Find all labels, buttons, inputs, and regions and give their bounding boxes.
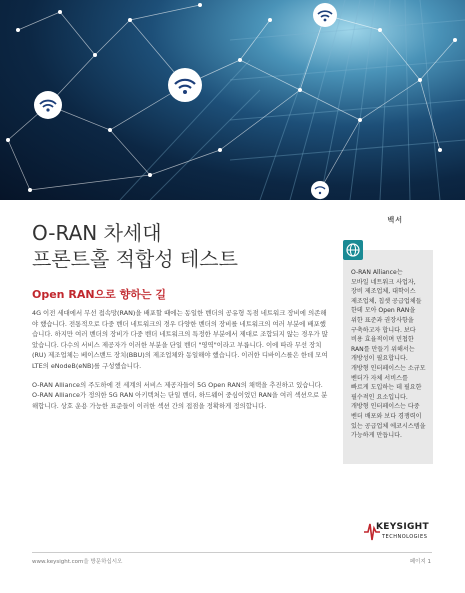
footer-url[interactable]: www.keysight.com을 방문하십시오: [32, 559, 123, 565]
footer-divider: [32, 552, 432, 553]
paragraph: 4G 이전 세대에서 무선 접속망(RAN)을 배포할 때에는 동일한 벤더의 공유형 독점 네트워크 장비에 의존해야 했습니다. 전통적으로 다중 벤더 네트워크의 경우 다양한 벤더의 장비를 네트워크의 여러 부분에 배포했습니다. 하지만 여러 벤더의 장비가 다중 벤더 네트워크의 특정한 부분에서 제대로 조합되지 않는 경우가 많았습니다. 다수의 서비스 제공자가 이러한 부분을 단일 벤더 "영역"이라고 부릅니다. 이에 따라 무선 장치(RU) 제조업체는 베이스밴드 장치(BBU)의 제조업체와 동일해야 했습니다. 이러한 디바이스를은 한데 모여 LTE의 eNodeB(eNB)를 구성했습니다.: [32, 309, 328, 370]
section-heading: Open RAN으로 향하는 길: [32, 288, 166, 301]
globe-icon: [343, 240, 363, 260]
sidebar-text: O-RAN Alliance는 모바일 네트워크 사업자, 장비 제조업체, 대학이스 제조업체, 칩셋 공급업체들 한데 모아 Open RAN을 위한 표준과 권장사항을 구축하고자 합니다. 보다 비용 효율적이며 민첩한 RAN를 만들기 위해서는 개방성이 필요합니다. 개방형 인터페이스는 소규모 벤더가 자체 서비스를 빠르게 도입하는 데 필요한 필수적인 요소입니다. 개방형 인터페이스는 다중 벤더 배포와 보다 경쟁력이 있는 공급업체 에코시스템을 가능하게 만듭니다.: [351, 269, 426, 440]
document-title: [32, 220, 238, 272]
wifi-icon: [168, 68, 202, 102]
paragraph: O-RAN Alliance의 주도하에 전 세계의 서비스 제공자들이 5G Open RAN의 채택을 추진하고 있습니다. O-RAN Alliance가 정의한 5G RAN 아키텍처는 단일 벤더, 하드웨어 중심이었던 RAN을 여러 섹션으로 분해합니다. 상호 운용 가능한 표준들이 이러한 섹션 간의 접점을 정확하게 정의합니다.: [32, 380, 328, 410]
hero-image: [0, 0, 465, 200]
body-text: [32, 308, 328, 419]
brand-subtitle: TECHNOLOGIES: [382, 534, 428, 540]
document-type-label: 백서: [387, 216, 403, 224]
wifi-icon: [34, 91, 62, 119]
wifi-icon: [313, 3, 337, 27]
title-line-1: O-RAN 차세대: [32, 221, 162, 245]
title-line-2: 프론트홀 적합성 테스트: [32, 247, 238, 271]
page-number: 페이지 1: [409, 559, 431, 565]
hero-illustration: [0, 0, 465, 200]
wifi-icon: [311, 181, 329, 199]
brand-name: KEYSIGHT: [376, 522, 429, 532]
